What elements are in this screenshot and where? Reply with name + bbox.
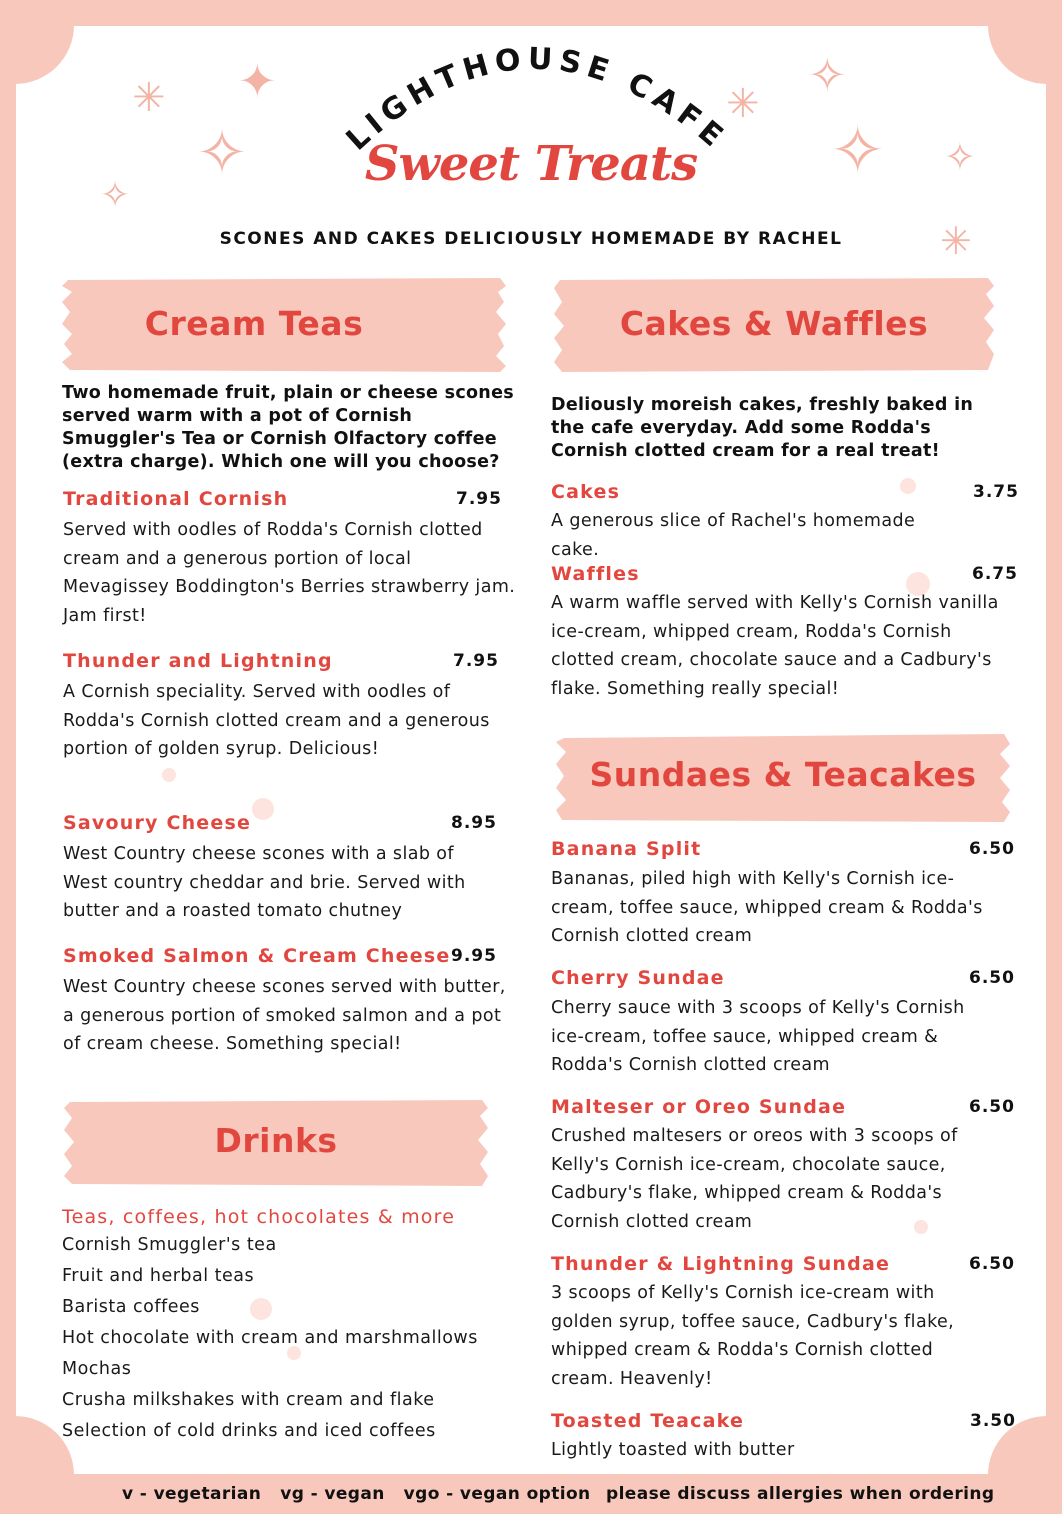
item-name: Cherry Sundae: [551, 967, 725, 989]
item-name: Traditional Cornish: [63, 488, 289, 510]
sundaes-teacakes-banner: [554, 732, 1012, 824]
drink-item: Mochas: [62, 1359, 132, 1379]
sparkle-icon: ✧: [808, 48, 847, 102]
item-name: Malteser or Oreo Sundae: [551, 1096, 847, 1118]
item-description: Bananas, piled high with Kelly's Cornish ice-cream, toffee sauce, whipped cream & Rodda's Cornish clotted cream: [551, 869, 983, 946]
cafe-name: LIGHTHOUSE CAFE: [339, 41, 734, 158]
drink-item: Barista coffees: [62, 1297, 200, 1317]
sundaes-teacakes-title: Sundaes & Teacakes: [589, 755, 977, 794]
decor-dot: [900, 478, 916, 494]
item-price: 6.50: [969, 1254, 1015, 1274]
item-price: 8.95: [451, 813, 497, 833]
drinks-subtitle: Teas, coffees, hot chocolates & more: [62, 1206, 456, 1228]
dietary-legend: v - vegetarian vg - vegan vgo - vegan option: [122, 1484, 591, 1504]
item-description: Cherry sauce with 3 scoops of Kelly's Cornish ice-cream, toffee sauce, whipped cream & Rodda's Cornish clotted cream: [551, 998, 965, 1075]
sparkle-icon: ✳: [132, 75, 166, 121]
item-name: Smoked Salmon & Cream Cheese: [63, 945, 451, 967]
allergy-note: please discuss allergies when ordering: [606, 1484, 995, 1504]
drink-item: Crusha milkshakes with cream and flake: [62, 1390, 435, 1410]
cream-teas-banner: [60, 276, 508, 374]
sparkle-icon: ✧: [196, 116, 248, 189]
sparkle-icon: ✦: [238, 54, 277, 108]
item-description: 3 scoops of Kelly's Cornish ice-cream with golden syrup, toffee sauce, Cadbury's flake, whipped cream & Rodda's Cornish clotted cream. Heavenly!: [551, 1283, 955, 1389]
item-price: 7.95: [453, 651, 499, 671]
item-name: Cakes: [551, 481, 621, 503]
drinks-banner: [62, 1098, 490, 1188]
drink-item: Hot chocolate with cream and marshmallows: [62, 1328, 478, 1348]
sparkle-icon: ✳: [940, 219, 972, 263]
item-name: Toasted Teacake: [551, 1410, 745, 1432]
item-price: 6.75: [972, 564, 1018, 584]
item-price: 7.95: [456, 489, 502, 509]
item-description: West Country cheese scones with a slab of West country cheddar and brie. Served with butter and a roasted tomato chutney: [63, 844, 466, 921]
cakes-waffles-title: Cakes & Waffles: [619, 304, 929, 343]
item-description: West Country cheese scones served with butter, a generous portion of smoked salmon and a pot of cream cheese. Something special!: [63, 977, 506, 1054]
cakes-waffles-banner: [552, 276, 996, 374]
item-price: 6.50: [969, 1097, 1015, 1117]
tagline: SCONES AND CAKES DELICIOUSLY HOMEMADE BY RACHEL: [219, 229, 843, 249]
item-price: 3.75: [973, 482, 1019, 502]
item-name: Banana Split: [551, 838, 702, 860]
item-description: Crushed maltesers or oreos with 3 scoops of Kelly's Cornish ice-cream, chocolate sauce, Cadbury's flake, whipped cream & Rodda's Cornish clotted cream: [551, 1126, 958, 1232]
item-price: 6.50: [969, 968, 1015, 988]
decor-dot: [162, 768, 176, 782]
drink-item: Cornish Smuggler's tea: [62, 1235, 277, 1255]
drink-item: Selection of cold drinks and iced coffees: [62, 1421, 436, 1441]
item-name: Savoury Cheese: [63, 812, 252, 834]
cream-teas-title: Cream Teas: [144, 304, 364, 343]
item-name: Waffles: [551, 563, 640, 585]
item-price: 9.95: [451, 946, 497, 966]
drink-item: Fruit and herbal teas: [62, 1266, 255, 1286]
item-price: 6.50: [969, 839, 1015, 859]
drinks-list: [62, 1230, 478, 1447]
sparkle-icon: ✧: [830, 112, 886, 189]
item-description: A warm waffle served with Kelly's Cornish vanilla ice-cream, whipped cream, Rodda's Cornish clotted cream, chocolate sauce and a Cadbury's flake. Something really special!: [551, 593, 999, 699]
drinks-title: Drinks: [214, 1121, 338, 1160]
item-name: Thunder & Lightning Sundae: [551, 1253, 891, 1275]
item-description: Lightly toasted with butter: [551, 1440, 795, 1460]
cakes-waffles-intro: Deliously moreish cakes, freshly baked in the cafe everyday. Add some Rodda's Cornish clotted cream for a real treat!: [551, 395, 974, 461]
sparkle-icon: ✳: [726, 81, 760, 127]
sparkle-icon: ✧: [944, 135, 976, 179]
page-title: Sweet Treats: [364, 136, 698, 192]
item-price: 3.50: [970, 1411, 1016, 1431]
item-description: A Cornish speciality. Served with oodles of Rodda's Cornish clotted cream and a generous portion of golden syrup. Delicious!: [63, 682, 490, 759]
cream-teas-intro: Two homemade fruit, plain or cheese scones served warm with a pot of Cornish Smuggler's Tea or Cornish Olfactory coffee (extra charge). Which one will you choose?: [62, 383, 514, 472]
decor-dot: [252, 798, 274, 820]
item-description: Served with oodles of Rodda's Cornish clotted cream and a generous portion of local Mevagissey Boddington's Berries strawberry jam. Jam first!: [63, 520, 516, 626]
sparkle-icon: ✧: [100, 175, 131, 216]
item-name: Thunder and Lightning: [63, 650, 333, 672]
item-description: A generous slice of Rachel's homemade cake.: [551, 511, 916, 560]
